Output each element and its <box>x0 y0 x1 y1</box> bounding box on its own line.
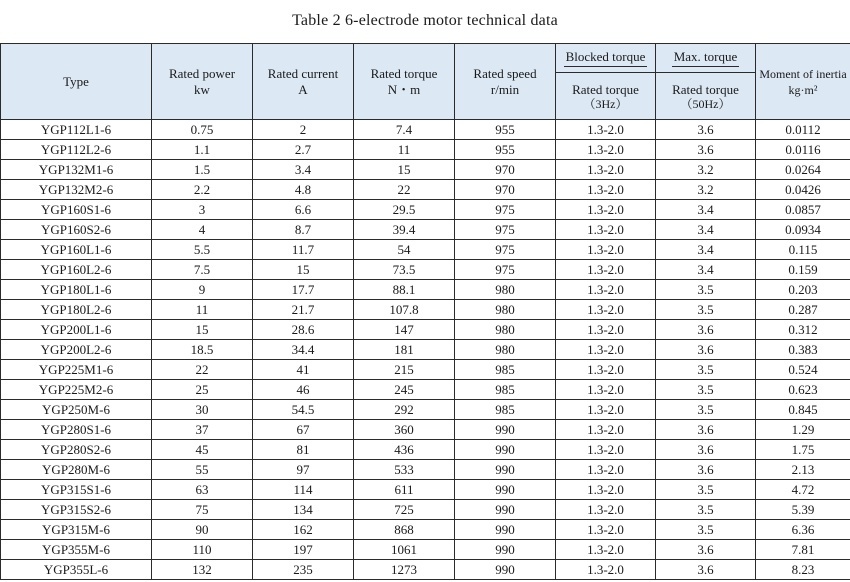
max-torque-cell: 3.5 <box>656 380 756 400</box>
rated-current-cell: 114 <box>253 480 354 500</box>
type-cell: YGP112L2-6 <box>1 140 152 160</box>
header-blocked-torque-group-label: Blocked torque <box>564 49 648 67</box>
rated-current-cell: 8.7 <box>253 220 354 240</box>
type-cell: YGP225M2-6 <box>1 380 152 400</box>
rated-power-cell: 110 <box>152 540 253 560</box>
moment-of-inertia-cell: 0.0934 <box>756 220 850 240</box>
header-rated-power <box>152 44 253 120</box>
rated-current-cell: 15 <box>253 260 354 280</box>
type-cell: YGP280M-6 <box>1 460 152 480</box>
rated-current-cell: 54.5 <box>253 400 354 420</box>
rated-speed-cell: 990 <box>455 500 556 520</box>
rated-torque-cell: 107.8 <box>354 300 455 320</box>
moment-of-inertia-cell: 0.0426 <box>756 180 850 200</box>
type-cell: YGP280S2-6 <box>1 440 152 460</box>
table-row <box>1 140 850 160</box>
header-blocked-torque-sub <box>556 73 656 120</box>
header-blocked-torque-sub-label: Rated torque <box>572 82 639 97</box>
rated-current-cell: 81 <box>253 440 354 460</box>
rated-torque-cell: 73.5 <box>354 260 455 280</box>
moment-of-inertia-cell: 0.287 <box>756 300 850 320</box>
header-max-torque-sub <box>656 73 756 120</box>
max-torque-cell: 3.2 <box>656 160 756 180</box>
rated-power-cell: 3 <box>152 200 253 220</box>
table-row <box>1 320 850 340</box>
table-row <box>1 200 850 220</box>
max-torque-cell: 3.6 <box>656 120 756 140</box>
rated-power-cell: 37 <box>152 420 253 440</box>
blocked-torque-cell: 1.3-2.0 <box>556 380 656 400</box>
max-torque-cell: 3.6 <box>656 320 756 340</box>
rated-power-cell: 0.75 <box>152 120 253 140</box>
max-torque-cell: 3.4 <box>656 200 756 220</box>
type-cell: YGP112L1-6 <box>1 120 152 140</box>
motor-data-table <box>0 43 850 580</box>
moment-of-inertia-cell: 1.29 <box>756 420 850 440</box>
max-torque-cell: 3.6 <box>656 460 756 480</box>
moment-of-inertia-cell: 0.0857 <box>756 200 850 220</box>
type-cell: YGP160L2-6 <box>1 260 152 280</box>
rated-torque-cell: 245 <box>354 380 455 400</box>
rated-power-cell: 55 <box>152 460 253 480</box>
max-torque-cell: 3.5 <box>656 360 756 380</box>
moment-of-inertia-cell: 2.13 <box>756 460 850 480</box>
rated-current-cell: 21.7 <box>253 300 354 320</box>
rated-power-cell: 1.5 <box>152 160 253 180</box>
moment-of-inertia-cell: 1.75 <box>756 440 850 460</box>
rated-power-cell: 1.1 <box>152 140 253 160</box>
rated-power-cell: 75 <box>152 500 253 520</box>
table-row <box>1 160 850 180</box>
blocked-torque-cell: 1.3-2.0 <box>556 540 656 560</box>
rated-power-cell: 2.2 <box>152 180 253 200</box>
table-row <box>1 220 850 240</box>
header-rated-speed-unit: r/min <box>490 81 520 97</box>
table-row <box>1 560 850 580</box>
header-max-torque-sub-freq: （50Hz） <box>680 97 731 111</box>
header-rated-current-label: Rated current <box>267 65 339 81</box>
rated-speed-cell: 985 <box>455 360 556 380</box>
blocked-torque-cell: 1.3-2.0 <box>556 520 656 540</box>
rated-torque-cell: 15 <box>354 160 455 180</box>
rated-speed-cell: 990 <box>455 540 556 560</box>
header-rated-torque-unit: N・m <box>387 81 421 97</box>
header-rated-current <box>253 44 354 120</box>
rated-torque-cell: 533 <box>354 460 455 480</box>
rated-power-cell: 18.5 <box>152 340 253 360</box>
rated-current-cell: 2.7 <box>253 140 354 160</box>
rated-current-cell: 2 <box>253 120 354 140</box>
type-cell: YGP315S2-6 <box>1 500 152 520</box>
max-torque-cell: 3.6 <box>656 560 756 580</box>
max-torque-cell: 3.6 <box>656 340 756 360</box>
type-cell: YGP355M-6 <box>1 540 152 560</box>
blocked-torque-cell: 1.3-2.0 <box>556 320 656 340</box>
rated-speed-cell: 990 <box>455 420 556 440</box>
rated-torque-cell: 22 <box>354 180 455 200</box>
table-row <box>1 340 850 360</box>
type-cell: YGP132M2-6 <box>1 180 152 200</box>
rated-current-cell: 28.6 <box>253 320 354 340</box>
rated-torque-cell: 39.4 <box>354 220 455 240</box>
type-cell: YGP132M1-6 <box>1 160 152 180</box>
max-torque-cell: 3.5 <box>656 300 756 320</box>
max-torque-cell: 3.5 <box>656 500 756 520</box>
moment-of-inertia-cell: 4.72 <box>756 480 850 500</box>
rated-current-cell: 41 <box>253 360 354 380</box>
type-cell: YGP160S2-6 <box>1 220 152 240</box>
rated-speed-cell: 955 <box>455 140 556 160</box>
blocked-torque-cell: 1.3-2.0 <box>556 480 656 500</box>
rated-torque-cell: 611 <box>354 480 455 500</box>
rated-speed-cell: 990 <box>455 520 556 540</box>
max-torque-cell: 3.6 <box>656 420 756 440</box>
type-cell: YGP160L1-6 <box>1 240 152 260</box>
moment-of-inertia-cell: 0.383 <box>756 340 850 360</box>
rated-speed-cell: 975 <box>455 220 556 240</box>
table-row <box>1 460 850 480</box>
blocked-torque-cell: 1.3-2.0 <box>556 360 656 380</box>
rated-speed-cell: 980 <box>455 320 556 340</box>
rated-current-cell: 67 <box>253 420 354 440</box>
rated-power-cell: 5.5 <box>152 240 253 260</box>
rated-torque-cell: 360 <box>354 420 455 440</box>
header-type-label: Type <box>63 73 89 89</box>
moment-of-inertia-cell: 0.0116 <box>756 140 850 160</box>
type-cell: YGP225M1-6 <box>1 360 152 380</box>
rated-speed-cell: 975 <box>455 240 556 260</box>
rated-power-cell: 63 <box>152 480 253 500</box>
rated-torque-cell: 181 <box>354 340 455 360</box>
type-cell: YGP315S1-6 <box>1 480 152 500</box>
header-moment-of-inertia <box>756 44 850 120</box>
max-torque-cell: 3.4 <box>656 240 756 260</box>
type-cell: YGP250M-6 <box>1 400 152 420</box>
table-row <box>1 380 850 400</box>
blocked-torque-cell: 1.3-2.0 <box>556 500 656 520</box>
rated-torque-cell: 147 <box>354 320 455 340</box>
rated-torque-cell: 215 <box>354 360 455 380</box>
rated-speed-cell: 970 <box>455 160 556 180</box>
rated-torque-cell: 868 <box>354 520 455 540</box>
rated-torque-cell: 436 <box>354 440 455 460</box>
type-cell: YGP280S1-6 <box>1 420 152 440</box>
moment-of-inertia-cell: 0.0264 <box>756 160 850 180</box>
header-rated-torque <box>354 44 455 120</box>
rated-torque-cell: 29.5 <box>354 200 455 220</box>
header-rated-power-unit: kw <box>194 81 210 97</box>
blocked-torque-cell: 1.3-2.0 <box>556 200 656 220</box>
table-row <box>1 360 850 380</box>
blocked-torque-cell: 1.3-2.0 <box>556 240 656 260</box>
header-max-torque-group <box>656 44 756 73</box>
header-max-torque-group-label: Max. torque <box>672 49 740 67</box>
table-row <box>1 440 850 460</box>
moment-of-inertia-cell: 0.159 <box>756 260 850 280</box>
moment-of-inertia-cell: 0.623 <box>756 380 850 400</box>
table-row <box>1 120 850 140</box>
rated-current-cell: 4.8 <box>253 180 354 200</box>
table-row <box>1 180 850 200</box>
moment-of-inertia-cell: 6.36 <box>756 520 850 540</box>
rated-speed-cell: 990 <box>455 560 556 580</box>
rated-current-cell: 197 <box>253 540 354 560</box>
rated-power-cell: 11 <box>152 300 253 320</box>
rated-power-cell: 25 <box>152 380 253 400</box>
table-row <box>1 540 850 560</box>
table-row <box>1 280 850 300</box>
blocked-torque-cell: 1.3-2.0 <box>556 400 656 420</box>
table-row <box>1 300 850 320</box>
header-rated-power-label: Rated power <box>168 65 236 81</box>
max-torque-cell: 3.2 <box>656 180 756 200</box>
table-header <box>1 44 850 120</box>
rated-current-cell: 97 <box>253 460 354 480</box>
rated-torque-cell: 11 <box>354 140 455 160</box>
rated-torque-cell: 725 <box>354 500 455 520</box>
rated-speed-cell: 990 <box>455 440 556 460</box>
rated-speed-cell: 980 <box>455 300 556 320</box>
blocked-torque-cell: 1.3-2.0 <box>556 340 656 360</box>
rated-power-cell: 15 <box>152 320 253 340</box>
blocked-torque-cell: 1.3-2.0 <box>556 160 656 180</box>
rated-torque-cell: 292 <box>354 400 455 420</box>
header-moment-of-inertia-unit: kg·m² <box>788 82 818 97</box>
blocked-torque-cell: 1.3-2.0 <box>556 280 656 300</box>
rated-speed-cell: 985 <box>455 380 556 400</box>
table-row <box>1 400 850 420</box>
rated-speed-cell: 980 <box>455 280 556 300</box>
header-rated-speed-label: Rated speed <box>473 65 537 81</box>
header-blocked-torque-sub-freq: （3Hz） <box>583 97 628 111</box>
rated-torque-cell: 1061 <box>354 540 455 560</box>
moment-of-inertia-cell: 0.312 <box>756 320 850 340</box>
header-type <box>1 44 152 120</box>
blocked-torque-cell: 1.3-2.0 <box>556 180 656 200</box>
rated-speed-cell: 955 <box>455 120 556 140</box>
rated-power-cell: 9 <box>152 280 253 300</box>
table-row <box>1 420 850 440</box>
blocked-torque-cell: 1.3-2.0 <box>556 560 656 580</box>
table-caption: Table 2 6-electrode motor technical data <box>292 12 558 29</box>
header-rated-speed <box>455 44 556 120</box>
moment-of-inertia-cell: 0.845 <box>756 400 850 420</box>
table-row <box>1 260 850 280</box>
rated-speed-cell: 975 <box>455 260 556 280</box>
rated-current-cell: 6.6 <box>253 200 354 220</box>
type-cell: YGP160S1-6 <box>1 200 152 220</box>
blocked-torque-cell: 1.3-2.0 <box>556 420 656 440</box>
table-row <box>1 520 850 540</box>
rated-power-cell: 90 <box>152 520 253 540</box>
type-cell: YGP355L-6 <box>1 560 152 580</box>
rated-current-cell: 3.4 <box>253 160 354 180</box>
max-torque-cell: 3.5 <box>656 280 756 300</box>
header-max-torque-sub-label: Rated torque <box>672 82 739 97</box>
blocked-torque-cell: 1.3-2.0 <box>556 460 656 480</box>
blocked-torque-cell: 1.3-2.0 <box>556 440 656 460</box>
rated-current-cell: 235 <box>253 560 354 580</box>
header-rated-torque-label: Rated torque <box>370 65 438 81</box>
blocked-torque-cell: 1.3-2.0 <box>556 220 656 240</box>
rated-current-cell: 134 <box>253 500 354 520</box>
moment-of-inertia-cell: 0.115 <box>756 240 850 260</box>
type-cell: YGP180L2-6 <box>1 300 152 320</box>
rated-current-cell: 17.7 <box>253 280 354 300</box>
rated-torque-cell: 7.4 <box>354 120 455 140</box>
rated-current-cell: 34.4 <box>253 340 354 360</box>
rated-speed-cell: 990 <box>455 480 556 500</box>
table-row <box>1 500 850 520</box>
moment-of-inertia-cell: 0.524 <box>756 360 850 380</box>
moment-of-inertia-cell: 7.81 <box>756 540 850 560</box>
rated-current-cell: 11.7 <box>253 240 354 260</box>
blocked-torque-cell: 1.3-2.0 <box>556 140 656 160</box>
rated-power-cell: 7.5 <box>152 260 253 280</box>
max-torque-cell: 3.5 <box>656 480 756 500</box>
rated-power-cell: 132 <box>152 560 253 580</box>
max-torque-cell: 3.6 <box>656 440 756 460</box>
rated-power-cell: 4 <box>152 220 253 240</box>
max-torque-cell: 3.6 <box>656 140 756 160</box>
max-torque-cell: 3.4 <box>656 260 756 280</box>
rated-speed-cell: 990 <box>455 460 556 480</box>
type-cell: YGP200L2-6 <box>1 340 152 360</box>
max-torque-cell: 3.4 <box>656 220 756 240</box>
moment-of-inertia-cell: 0.203 <box>756 280 850 300</box>
blocked-torque-cell: 1.3-2.0 <box>556 260 656 280</box>
rated-power-cell: 45 <box>152 440 253 460</box>
rated-power-cell: 22 <box>152 360 253 380</box>
rated-speed-cell: 970 <box>455 180 556 200</box>
header-blocked-torque-group <box>556 44 656 73</box>
rated-power-cell: 30 <box>152 400 253 420</box>
rated-torque-cell: 88.1 <box>354 280 455 300</box>
header-rated-current-unit: A <box>298 81 308 97</box>
rated-current-cell: 46 <box>253 380 354 400</box>
type-cell: YGP315M-6 <box>1 520 152 540</box>
max-torque-cell: 3.5 <box>656 400 756 420</box>
rated-speed-cell: 985 <box>455 400 556 420</box>
max-torque-cell: 3.5 <box>656 520 756 540</box>
rated-torque-cell: 54 <box>354 240 455 260</box>
moment-of-inertia-cell: 8.23 <box>756 560 850 580</box>
moment-of-inertia-cell: 5.39 <box>756 500 850 520</box>
header-moment-of-inertia-label: Moment of inertia <box>759 66 847 81</box>
type-cell: YGP180L1-6 <box>1 280 152 300</box>
table-row <box>1 480 850 500</box>
max-torque-cell: 3.6 <box>656 540 756 560</box>
rated-current-cell: 162 <box>253 520 354 540</box>
rated-speed-cell: 975 <box>455 200 556 220</box>
table-row <box>1 240 850 260</box>
type-cell: YGP200L1-6 <box>1 320 152 340</box>
rated-speed-cell: 980 <box>455 340 556 360</box>
blocked-torque-cell: 1.3-2.0 <box>556 120 656 140</box>
table-body <box>1 120 850 580</box>
rated-torque-cell: 1273 <box>354 560 455 580</box>
blocked-torque-cell: 1.3-2.0 <box>556 300 656 320</box>
moment-of-inertia-cell: 0.0112 <box>756 120 850 140</box>
